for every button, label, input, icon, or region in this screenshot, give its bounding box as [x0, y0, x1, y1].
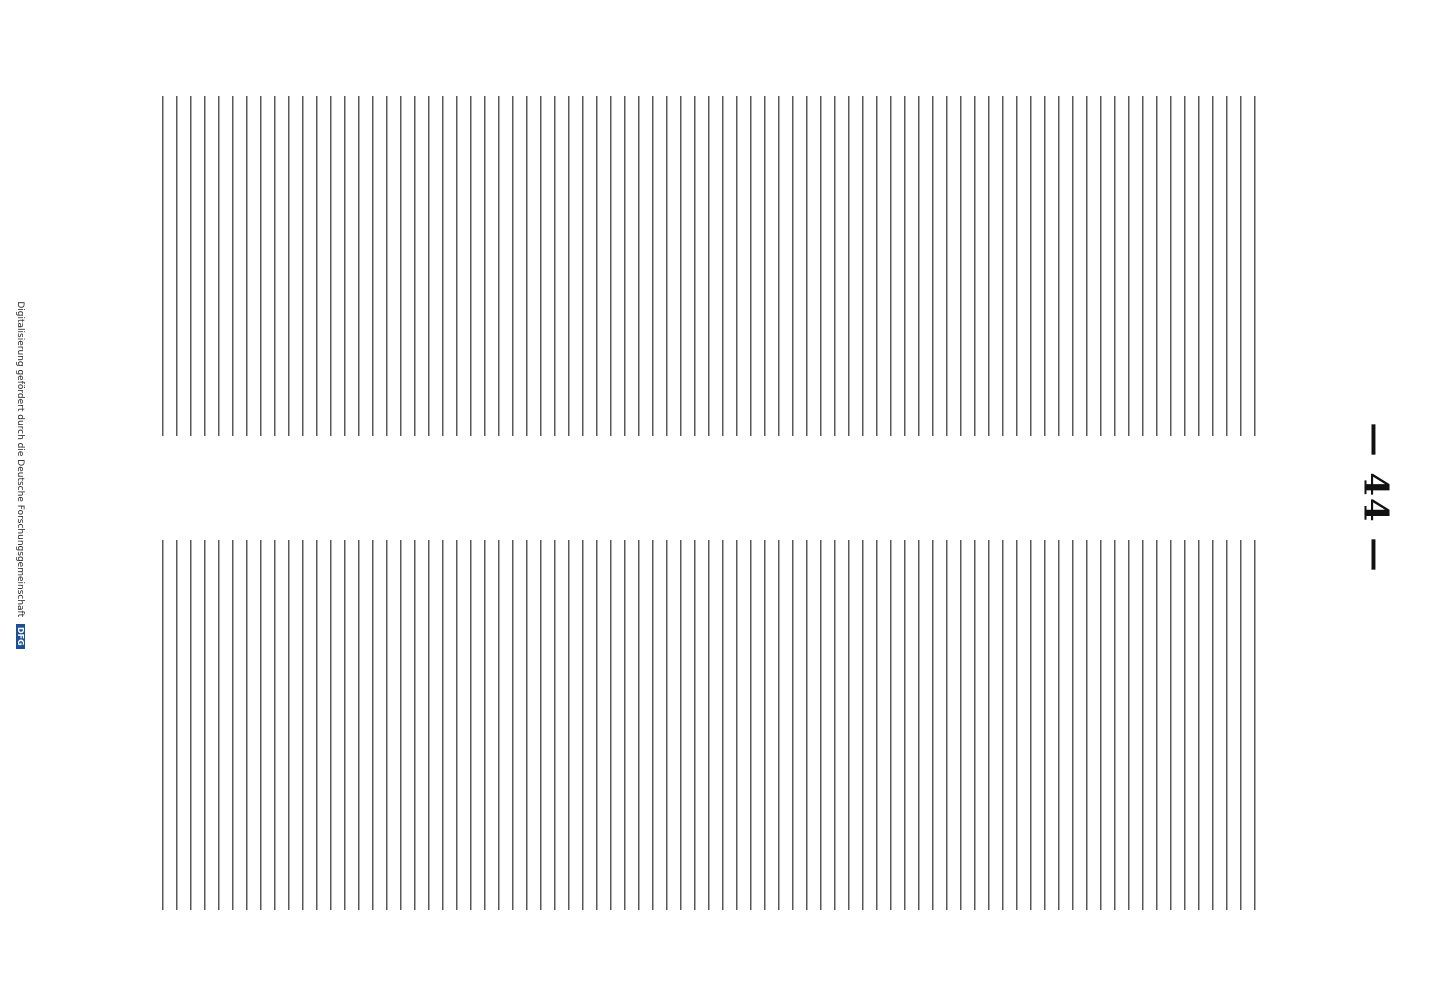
page-number: — 44 —	[1355, 422, 1396, 574]
dfg-logo: DFG	[16, 624, 25, 649]
text-column-lower	[162, 540, 1267, 910]
digitization-credit	[15, 125, 25, 825]
credit-text: Digitalisierung gefördert durch die Deutsche Forschungsgemeinschaft	[15, 301, 25, 618]
text-column-upper	[162, 96, 1262, 436]
